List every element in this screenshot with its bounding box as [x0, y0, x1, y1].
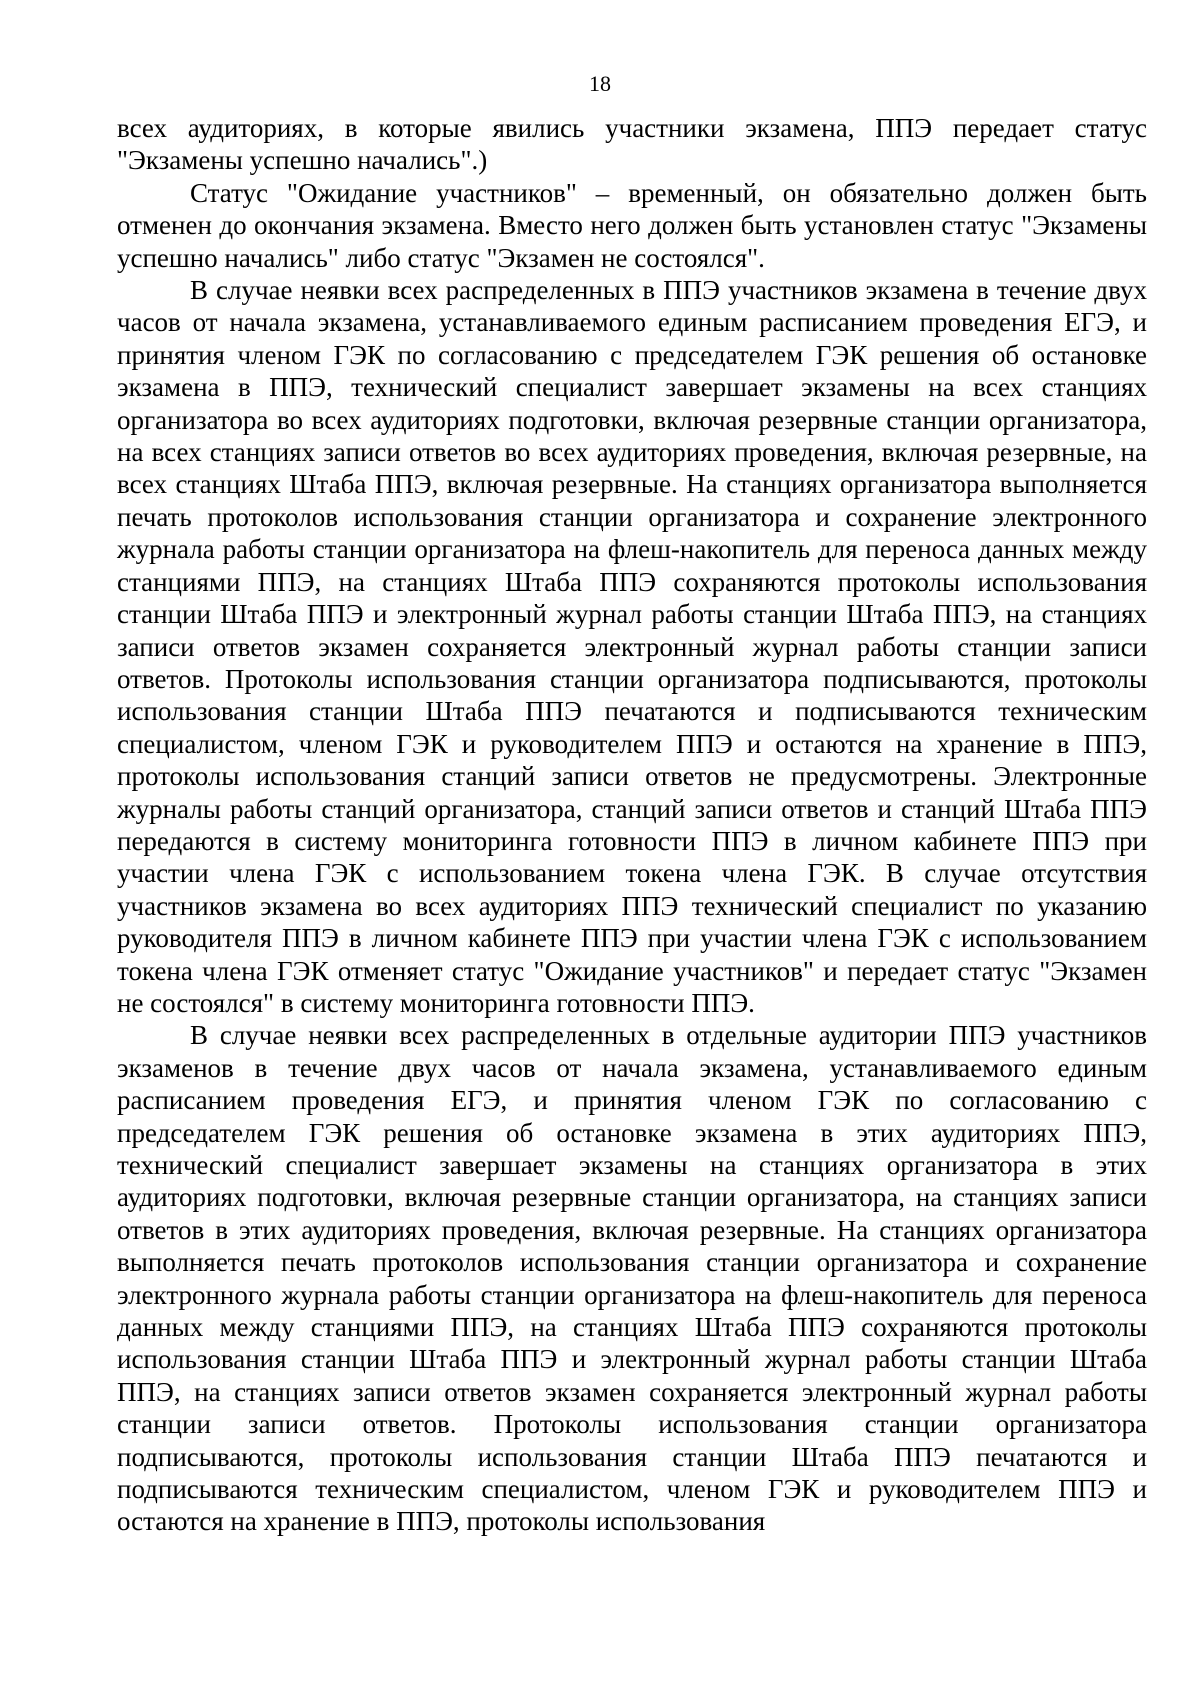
paragraph-all-absent: В случае неявки всех распределенных в ППЭ участников экзамена в течение двух часов от начала экзамена, устанавливаемого единым расписанием проведения ЕГЭ, и принятия членом ГЭК по согласованию с председателем ГЭК решения об остановке экзамена в ППЭ, технический специалист завершает экзамены на всех станциях организатора во всех аудиториях подготовки, включая резервные станции организатора, на всех станциях записи ответов во всех аудиториях проведения, включая резервные, на всех станциях Штаба ППЭ, включая резервные. На станциях организатора выполняется печать протоколов использования станции организатора и сохранение электронного журнала работы станции организатора на флеш-накопитель для переноса данных между станциями ППЭ, на станциях Штаба ППЭ сохраняются протоколы использования станции Штаба ППЭ и электронный журнал работы станции Штаба ППЭ, на станциях записи ответов экзамен сохраняется электронный журнал работы станции записи ответов. Протоколы использования станции организатора подписываются, протоколы использования станции Штаба ППЭ печатаются и подписываются техническим специалистом, членом ГЭК и руководителем ППЭ и остаются на хранение в ППЭ, протоколы использования станций записи ответов не предусмотрены. Электронные журналы работы станций организатора, станций записи ответов и станций Штаба ППЭ передаются в систему мониторинга готовности ППЭ в личном кабинете ППЭ при участии члена ГЭК с использованием токена члена ГЭК. В случае отсутствия участников экзамена во всех аудиториях ППЭ технический специалист по указанию руководителя ППЭ в личном кабинете ППЭ при участии члена ГЭК с использованием токена члена ГЭК отменяет статус "Ожидание участников" и передает статус "Экзамен не состоялся" в систему мониторинга готовности ППЭ. [117, 275, 1147, 1018]
paragraph-some-rooms-absent: В случае неявки всех распределенных в отдельные аудитории ППЭ участников экзаменов в течение двух часов от начала экзамена, устанавливаемого единым расписанием проведения ЕГЭ, и принятия членом ГЭК по согласованию с председателем ГЭК решения об остановке экзамена в этих аудиториях ППЭ, технический специалист завершает экзамены на станциях организатора в этих аудиториях подготовки, включая резервные станции организатора, на станциях записи ответов в этих аудиториях проведения, включая резервные. На станциях организатора выполняется печать протоколов использования станции организатора и сохранение электронного журнала работы станции организатора на флеш-накопитель для переноса данных между станциями ППЭ, на станциях Штаба ППЭ сохраняются протоколы использования станции Штаба ППЭ и электронный журнал работы станции Штаба ППЭ, на станциях записи ответов экзамен сохраняется электронный журнал работы станции записи ответов. Протоколы использования станции организатора подписываются, протоколы использования станции Штаба ППЭ печатаются и подписываются техническим специалистом, членом ГЭК и руководителем ППЭ и остаются на хранение в ППЭ, протоколы использования [117, 1020, 1147, 1537]
document-body [117, 112, 1147, 1538]
paragraph-status-waiting: Статус "Ожидание участников" – временный, он обязательно должен быть отменен до окончания экзамена. Вместо него должен быть установлен статус "Экзамены успешно начались" либо статус "Экзамен не состоялся". [117, 177, 1147, 273]
page-number: 18 [589, 71, 611, 96]
paragraph-continuation: всех аудиториях, в которые явились участники экзамена, ППЭ передает статус "Экзамены успешно начались".) [117, 113, 1147, 176]
